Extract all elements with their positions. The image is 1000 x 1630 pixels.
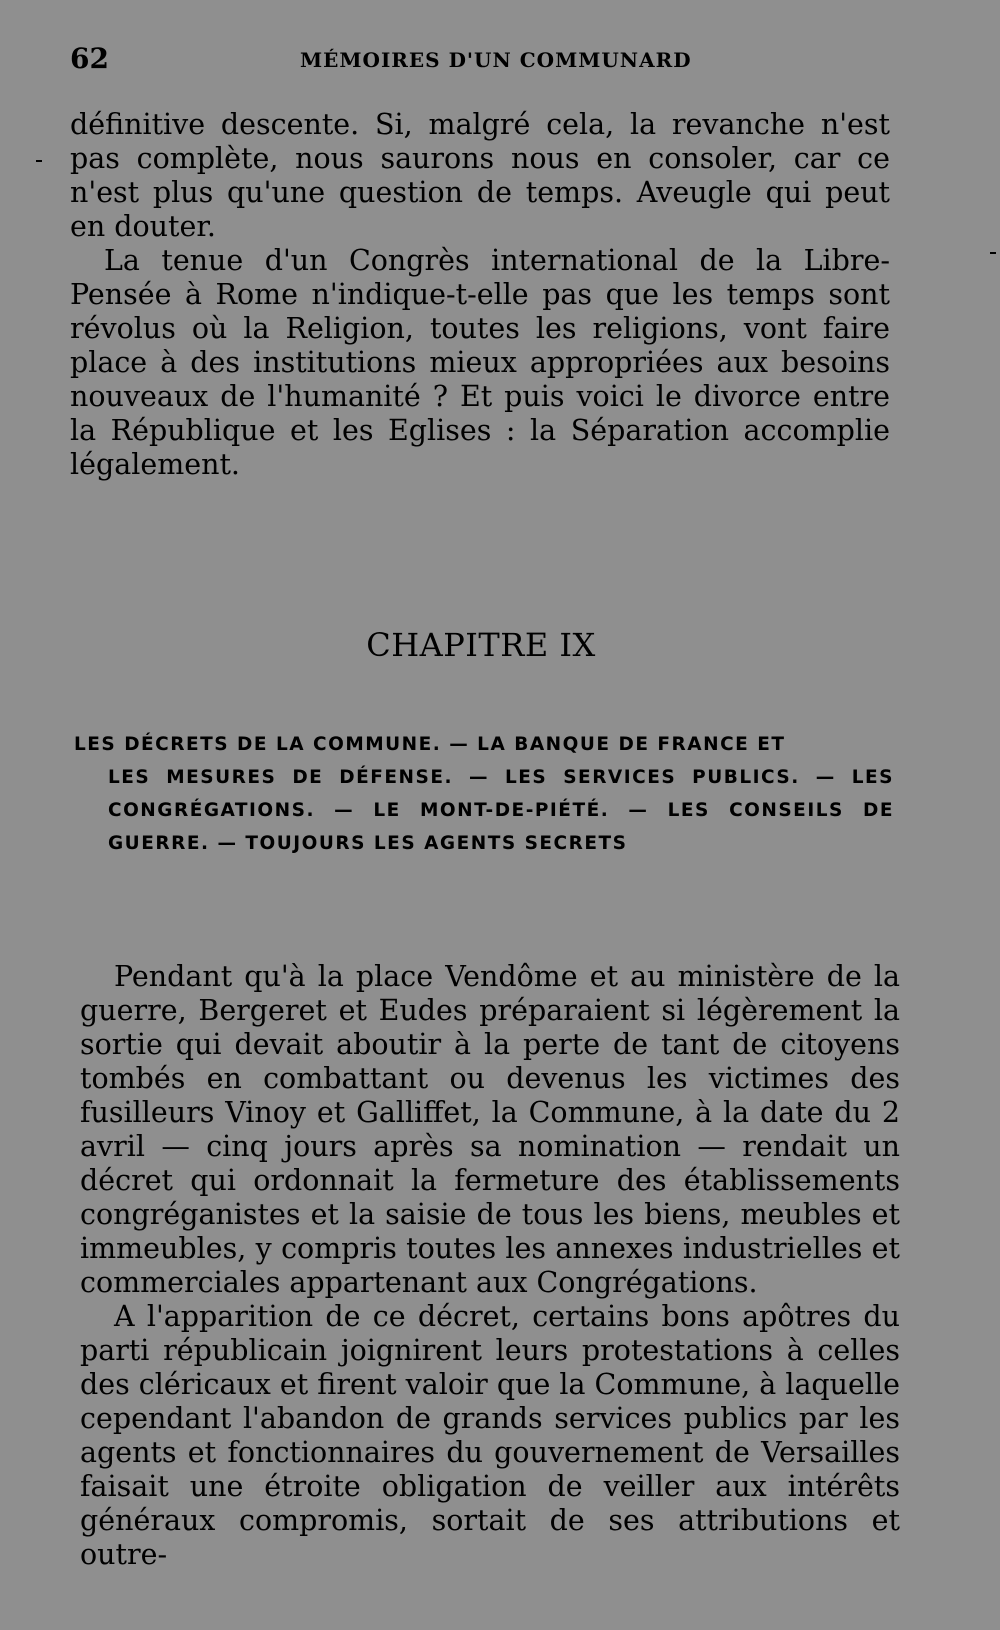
bottom-text-block — [80, 960, 900, 1572]
chapter-summary-first-line: LES DÉCRETS DE LA COMMUNE. — LA BANQUE DE FRANCE ET — [74, 734, 786, 755]
paragraph-continuation: définitive descente. Si, malgré cela, la revanche n'est pas complète, nous saurons nous en consoler, car ce n'est plus qu'une question de temps. Aveugle qui peut en douter. — [70, 108, 890, 243]
running-title: MÉMOIRES D'UN COMMUNARD — [300, 48, 692, 72]
margin-mark — [36, 160, 42, 162]
paragraph-protestations: A l'apparition de ce décret, certains bons apôtres du parti républicain joignirent leurs protestations à celles des cléricaux et firent valoir que la Commune, à laquelle cependant l'abandon de grands services publics par les agents et fonctionnaires du gouvernement de Versailles faisait une étroite obligation de veiller aux intérêts généraux compromis, sortait de ses attributions et outre- — [80, 1300, 900, 1571]
margin-mark — [990, 252, 996, 254]
chapter-title: CHAPITRE IX — [366, 626, 596, 664]
page-header — [70, 42, 900, 82]
paragraph-decret: Pendant qu'à la place Vendôme et au ministère de la guerre, Bergeret et Eudes préparaient si légèrement la sortie qui devait aboutir à la perte de tant de citoyens tombés en combattant ou devenus les victimes des fusilleurs Vinoy et Galliffet, la Commune, à la date du 2 avril — cinq jours après sa nomination — rendait un décret qui ordonnait la fermeture des établissements congréganistes et la saisie de tous les biens, meubles et immeubles, y compris toutes les annexes industrielles et commerciales appartenant aux Congrégations. — [80, 960, 900, 1299]
top-text-block — [70, 108, 890, 482]
paragraph-libre-pensee: La tenue d'un Congrès international de la Libre-Pensée à Rome n'indique-t-elle pas que les temps sont révolus où la Religion, toutes les religions, vont faire place à des institutions mieux appropriées aux besoins nouveaux de l'humanité ? Et puis voici le divorce entre la République et les Eglises : la Séparation accomplie légalement. — [70, 244, 890, 481]
chapter-summary — [74, 728, 894, 860]
chapter-summary-rest: LES MESURES DE DÉFENSE. — LES SERVICES PUBLICS. — LES CONGRÉGATIONS. — LE MONT-DE-PIÉTÉ. — LES CONSEILS DE GUERRE. — TOUJOURS LES AGENTS SECRETS — [108, 767, 894, 854]
page-number: 62 — [70, 42, 109, 75]
